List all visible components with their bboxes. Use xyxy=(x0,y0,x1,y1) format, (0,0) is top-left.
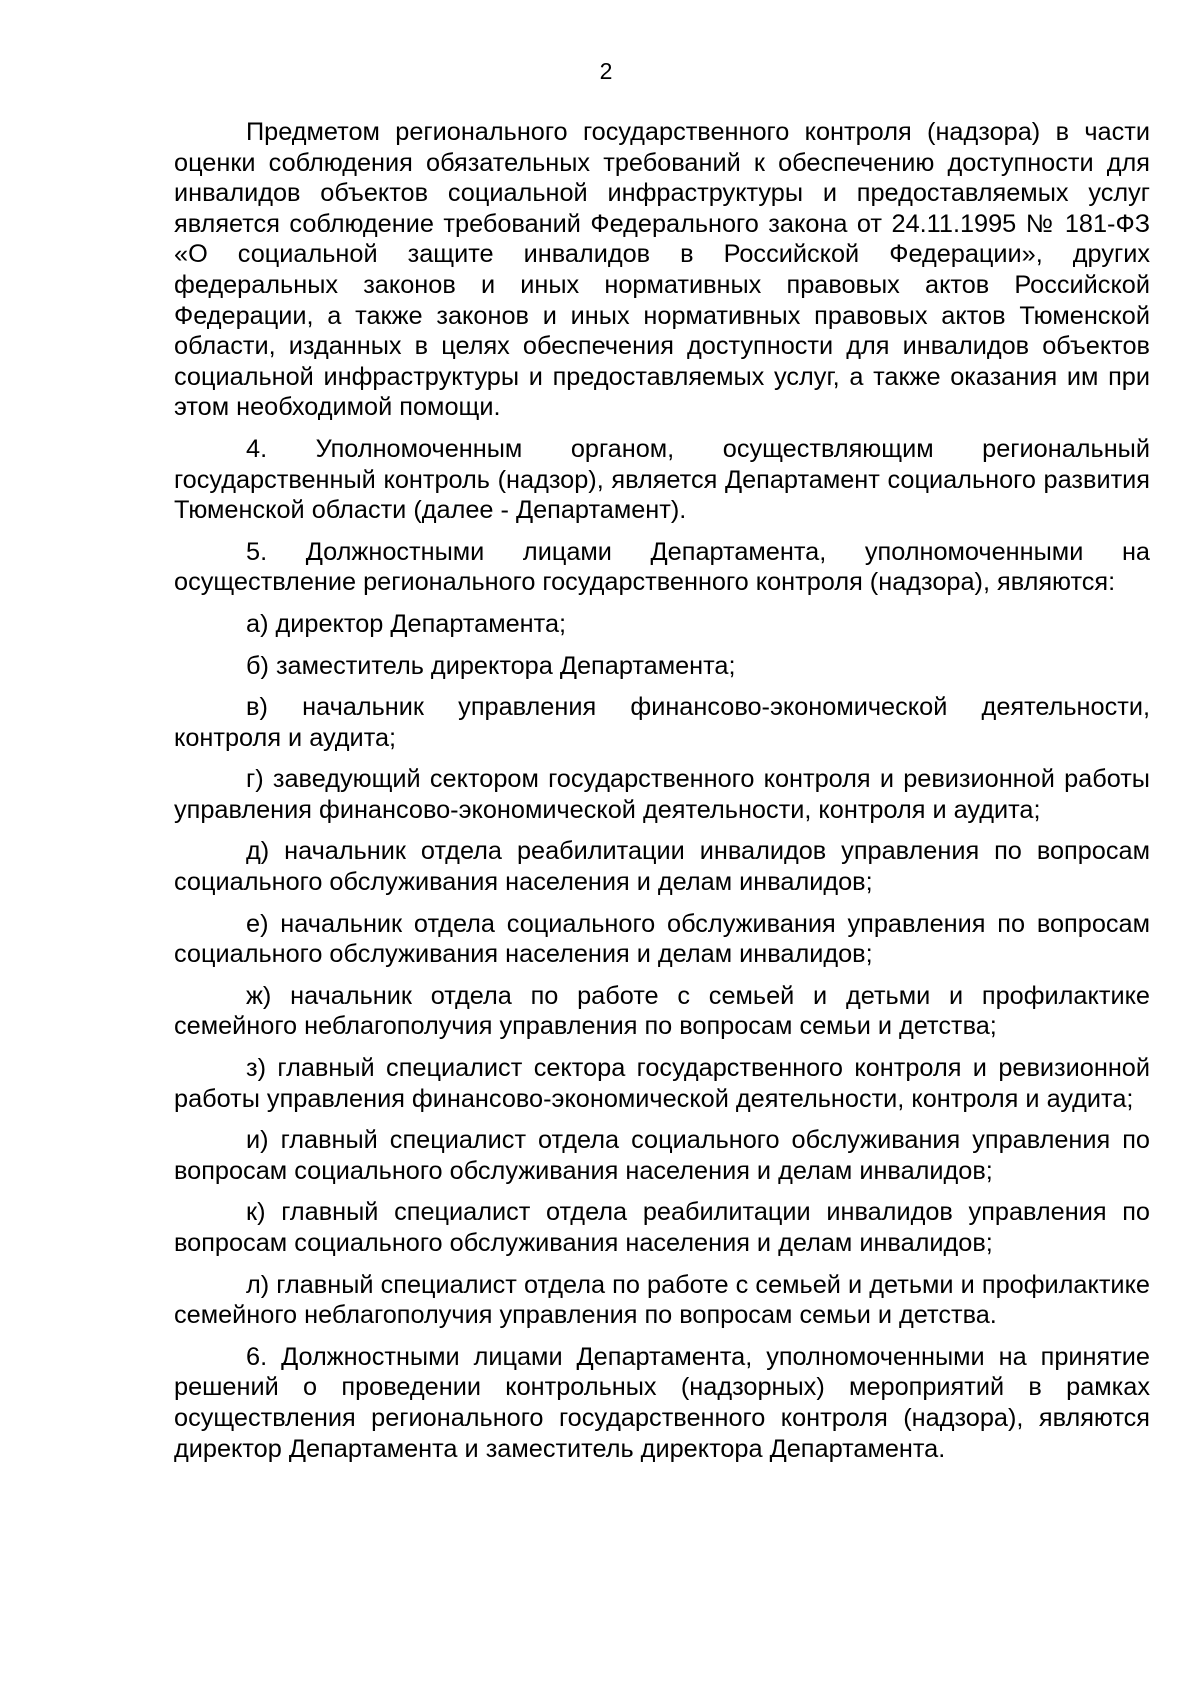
list-item-a: а) директор Департамента; xyxy=(246,609,567,638)
list-item-v: в) начальник управления финансово-экономической деятельности, контроля и аудита; xyxy=(174,693,1150,752)
list-item-b: б) заместитель директора Департамента; xyxy=(246,651,736,680)
list-item-e: е) начальник отдела социального обслуживания управления по вопросам социального обслуживания населения и делам инвалидов; xyxy=(174,909,1150,969)
list-item-zh: ж) начальник отдела по работе с семьей и детьми и профилактике семейного неблагополучия управления по вопросам семьи и детства; xyxy=(174,981,1150,1041)
paragraph-subject-of-control: Предметом регионального государственного контроля (надзора) в части оценки соблюдения обязательных требований к обеспечению доступности для инвалидов объектов социальной инфраструктуры и предоставляемых услуг является соблюдение требований Федерального закона от 24.11.1995 № 181-ФЗ «О социальной защите инвалидов в Российской Федерации», других федеральных законов и иных нормативных правовых актов Российской Федерации, а также законов и иных нормативных правовых актов Тюменской области, изданных в целях обеспечения доступности для инвалидов объектов социальной инфраструктуры и предоставляемых услуг, а также оказания им при этом необходимой помощи. xyxy=(174,118,1150,422)
list-item-g: г) заведующий сектором государственного контроля и ревизионной работы управления финансово-экономической деятельности, контроля и аудита; xyxy=(174,765,1150,824)
page-number: 2 xyxy=(599,58,613,84)
paragraph-4-authorized-body: 4. Уполномоченным органом, осуществляющим региональный государственный контроль (надзор), является Департамент социального развития Тюменской области (далее - Департамент). xyxy=(174,434,1150,525)
document-body xyxy=(174,117,1150,1475)
list-item-z: з) главный специалист сектора государственного контроля и ревизионной работы управления финансово-экономической деятельности, контроля и аудита; xyxy=(174,1054,1150,1113)
list-item-d: д) начальник отдела реабилитации инвалидов управления по вопросам социального обслуживания населения и делам инвалидов; xyxy=(174,837,1150,897)
paragraph-6-decision-officials: 6. Должностными лицами Департамента, уполномоченными на принятие решений о проведении контрольных (надзорных) мероприятий в рамках осуществления регионального государственного контроля (надзора), являются директор Департамента и заместитель директора Департамента. xyxy=(174,1342,1150,1463)
list-item-l: л) главный специалист отдела по работе с семьей и детьми и профилактике семейного неблагополучия управления по вопросам семьи и детства. xyxy=(174,1270,1150,1330)
paragraph-5-officials: 5. Должностными лицами Департамента, уполномоченными на осуществление регионального государственного контроля (надзора), являются: xyxy=(174,537,1150,597)
list-item-k: к) главный специалист отдела реабилитации инвалидов управления по вопросам социального обслуживания населения и делам инвалидов; xyxy=(174,1198,1150,1257)
list-item-i: и) главный специалист отдела социального обслуживания управления по вопросам социального обслуживания населения и делам инвалидов; xyxy=(174,1126,1150,1185)
